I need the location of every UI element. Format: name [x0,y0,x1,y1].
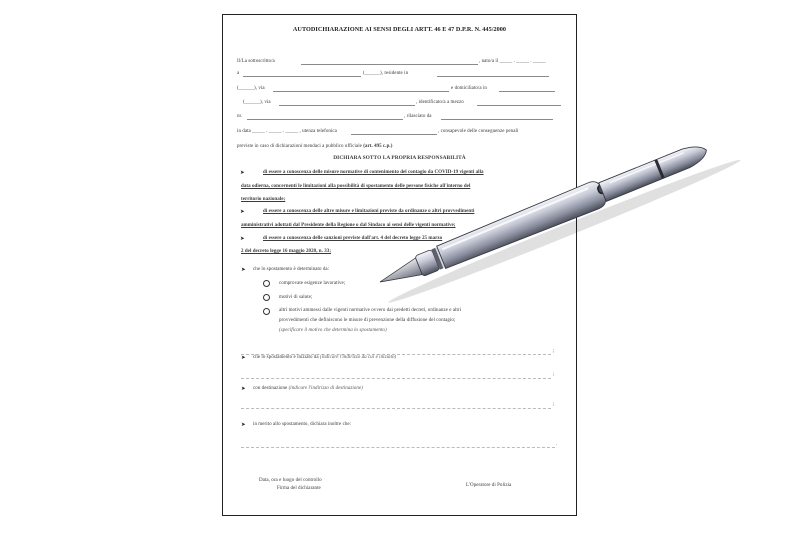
row1-born: , nato/a il _____ . _____ . _____ [479,59,546,64]
bullet-arrow-icon: ➤ [240,170,245,176]
dest-hint: (indicare l'indirizzo di destinazione) [288,386,363,391]
row4-a: (______), via [243,100,271,105]
row2-a: a [237,71,240,76]
decl2-l2: amministrativi adottati dal Presidente della Regione o dal Sindaco ai sensi delle vigenti normative; [241,223,456,228]
start-lead: che lo spostamento è iniziato da [253,355,319,360]
sign-l2: Firma del dichiarante [277,486,321,491]
semicolon-3: ; [553,402,555,407]
bullet-arrow-icon: ➤ [240,209,245,215]
semicolon-1: ; [553,349,555,354]
bullet-arrow-icon: ➤ [241,355,246,361]
row6-b: , consapevole delle conseguenze penali [438,129,519,134]
row5-b: , rilasciato da [404,114,432,119]
dest-lead: con destinazione [253,386,288,391]
row4-b: , identificato/a a mezzo [416,100,464,105]
reason-lead: che lo spostamento è determinato da: [253,267,330,272]
bullet-arrow-icon: ➤ [241,422,246,428]
row3-a: (______), via [237,86,265,91]
decl3-l2: 2 del decreto legge 16 maggio 2020, n. 33; [241,249,332,254]
decl1-l2: data odierna, concernenti le limitazioni alla possibilità di spostamento delle persone fisiche all'interno del [241,184,471,189]
sign-l1: Data, ora e luogo del controllo [259,478,322,483]
bullet-arrow-icon: ➤ [241,386,246,392]
merit-lead: in merito allo spostamento, dichiara inoltre che: [253,422,352,427]
row7-text: previste in caso di dichiarazioni mendaci a pubblico ufficiale [237,144,362,149]
row3-b: e domiciliato/a in [451,86,487,91]
semicolon-2: ; [553,372,555,377]
row6-a: in data _____ . _____ . _____ , utenza telefonica [237,129,337,134]
option-other-hint: (specificare il motivo che determina lo spostamento) [279,328,387,333]
decl1-l1: di essere a conoscenza delle misure normative di contenimento del contagio da COVID-19 vigenti alla [263,170,484,175]
option-other-l2: provvedimenti che definiscono le misure di prevenzione della diffusione del contagio; [279,318,456,323]
start-hint: (indicare l'indirizzo da cui è iniziato) [319,355,397,360]
row2-prov: (______), residente in [363,71,409,76]
bullet-arrow-icon: ➤ [240,236,245,242]
decl1-l3: territorio nazionale; [241,197,286,202]
form-title: AUTODICHIARAZIONE AI SENSI DEGLI ARTT. 46 E 47 D.P.R. N. 445/2000 [292,26,507,33]
row5-a: nr. [237,114,243,119]
officer-label: L'Operatore di Polizia [466,483,512,488]
decl2-l1: di essere a conoscenza delle altre misure e limitazioni previste da ordinanze o altri provvedimenti [263,209,475,214]
period: . [556,442,558,447]
option-other-l1: altri motivi ammessi dalle vigenti normative ovvero dai predetti decreti, ordinanze e altri [279,308,462,313]
decl3-l1: di essere a conoscenza delle sanzioni previste dall'art. 4 del decreto legge 25 marzo [263,236,443,241]
row1-label: Il/La sottoscritto/a [237,59,275,64]
option-health: motivi di salute; [279,295,313,300]
row7-ref: (art. 495 c.p.) [363,144,393,149]
bullet-arrow-icon: ➤ [241,267,246,273]
declares-heading: DICHIARA SOTTO LA PROPRIA RESPONSABILITÀ [333,155,466,161]
option-work: comprovate esigenze lavorative; [279,281,346,286]
